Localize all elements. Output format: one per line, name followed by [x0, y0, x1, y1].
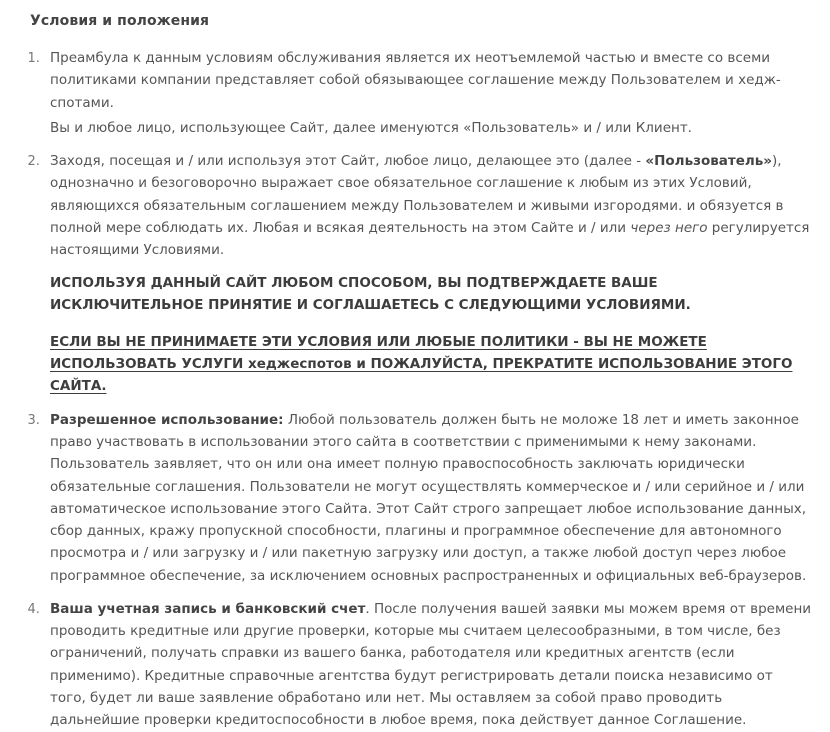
item-4-paragraph	[50, 598, 812, 732]
terms-list	[14, 47, 812, 731]
item-1-paragraph-2: Вы и любое лицо, использующее Сайт, далее именуются «Пользователь» и / или Клиент.	[50, 119, 692, 136]
list-item	[44, 150, 812, 398]
item-3-heading: Разрешенное использование:	[50, 411, 284, 428]
list-item	[44, 47, 812, 139]
item-2-defined-term: «Пользователь»	[645, 153, 773, 170]
item-2-text-before-term: Заходя, посещая и / или используя этот Сайт, любое лицо, делающее это (далее -	[50, 153, 642, 170]
list-item	[44, 409, 812, 587]
item-2-text-tail: регулируется настоящими Условиями.	[50, 219, 810, 259]
list-item	[44, 598, 812, 732]
item-4-heading: Ваша учетная запись и банковский счет	[50, 600, 366, 617]
item-3-paragraph	[50, 409, 812, 587]
page-title: Условия и положения	[30, 13, 210, 29]
item-2-paragraph	[50, 150, 812, 261]
item-4-body: . После получения вашей заявки мы можем время от времени проводить кредитные или другие проверки, которые мы считаем целесообразными, в том числе, без ограничений, получать справки из вашего банка, работодателя или кредитных агентств (если применимо). Кредитные справочные агентства будут регистрировать детали поиска независимо от того, будет ли ваше заявление обработано или нет. Мы оставляем за собой право проводить дальнейшие проверки кредитоспособности в любое время, пока действует данное Соглашение.	[50, 600, 812, 729]
item-2-rejection-notice	[50, 332, 812, 398]
item-2-italic-phrase: через него	[630, 219, 708, 236]
item-2-rejection-notice-text: ЕСЛИ ВЫ НЕ ПРИНИМАЕТЕ ЭТИ УСЛОВИЯ ИЛИ ЛЮБЫЕ ПОЛИТИКИ - ВЫ НЕ МОЖЕТЕ ИСПОЛЬЗОВАТЬ УСЛУГИ хеджеспотов и ПОЖАЛУЙСТА, ПРЕКРАТИТЕ ИСПОЛЬЗОВАНИЕ ЭТОГО САЙТА	[50, 334, 793, 394]
item-2-acceptance-notice: ИСПОЛЬЗУЯ ДАННЫЙ САЙТ ЛЮБОМ СПОСОБОМ, ВЫ ПОДТВЕРЖДАЕТЕ ВАШЕ ИСКЛЮЧИТЕЛЬНОЕ ПРИНЯТИЕ И СОГЛАШАЕТЕСЬ С СЛЕДУЮЩИМИ УСЛОВИЯМИ.	[50, 275, 691, 314]
item-3-body: Любой пользователь должен быть не моложе 18 лет и иметь законное право участвовать в использовании этого сайта в соответствии с применимыми к нему законами. Пользователь заявляет, что он или она имеет полную правоспособность заключать юридически обязательные соглашения. Пользователи не могут осуществлять коммерческое и / или серийное и / или автоматическое использование этого Сайта. Этот Сайт строго запрещает любое использование данных, сбор данных, кражу пропускной способности, плагины и программное обеспечение для автономного просмотра и / или загрузку и / или пакетную загрузку или доступ, а также любой доступ через любое программное обеспечение, за исключением основных распространенных и официальных веб-браузеров.	[50, 411, 807, 584]
item-2-rejection-notice-tail: .	[101, 377, 107, 394]
item-2-text-after-term: ), однозначно и безоговорочно выражает свое обязательное соглашение к любым из этих Условий, являющихся обязательным соглашением между Пользователем и живыми изгородями. и обязуется в полной мере соблюдать их. Любая и всякая деятельность на этом Сайте и / или	[50, 153, 784, 236]
item-1-paragraph-1: 1. Преамбула к данным условиям обслуживания является их неотъемлемой частью и вместе со всеми политиками компании представляет собой обязывающее соглашение между Пользователем и хедж-спотами.	[50, 50, 781, 111]
